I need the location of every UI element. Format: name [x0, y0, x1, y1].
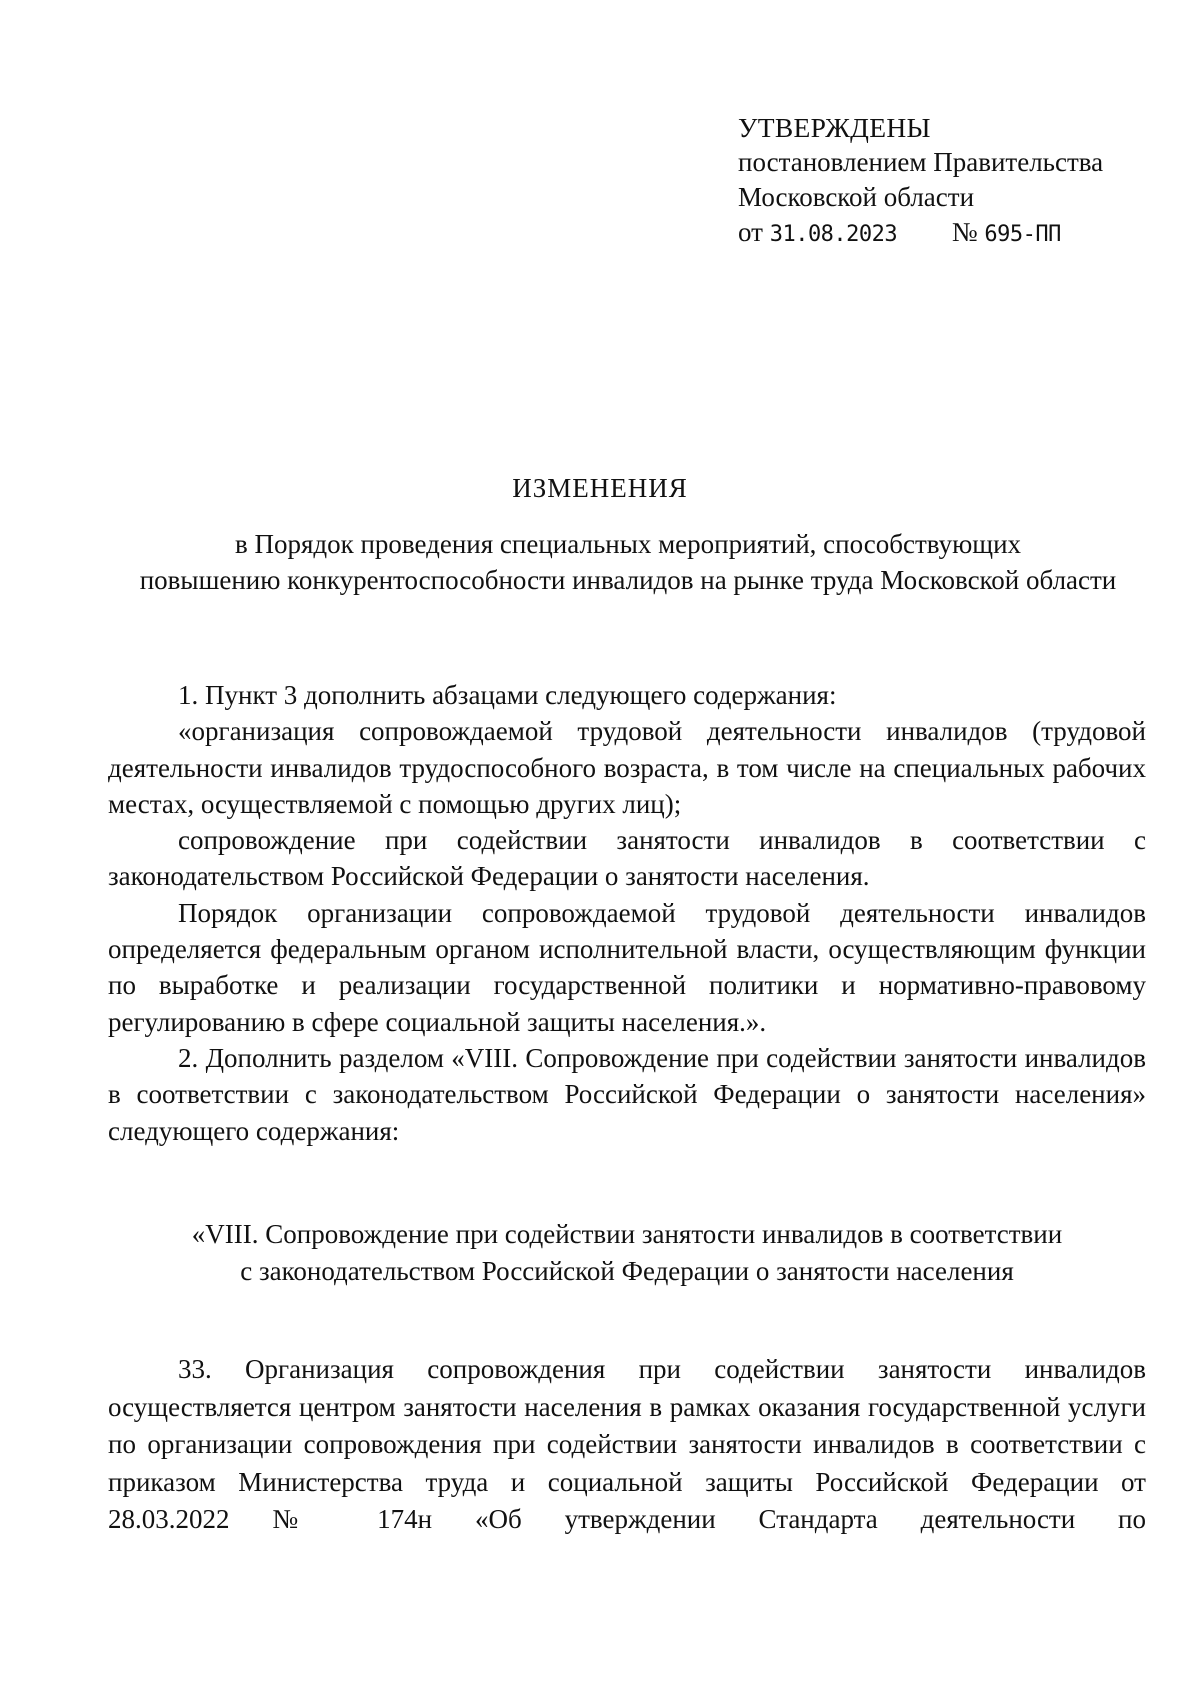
- paragraph-1: 1. Пункт 3 дополнить абзацами следующего содержания:: [178, 680, 837, 710]
- approval-date-line: [738, 215, 1178, 252]
- section-heading: [108, 1216, 1146, 1289]
- paragraph-3: сопровождение при содействии занятости инвалидов в соответствии с законодательством Российской Федерации о занятости населения.: [108, 825, 1146, 892]
- approval-line-2: Московской области: [738, 182, 975, 212]
- document-subtitle: [108, 526, 1148, 598]
- approval-line-1: постановлением Правительства: [738, 147, 1104, 177]
- document-body: [108, 677, 1146, 1149]
- approval-date: 31.08.2023: [769, 222, 898, 247]
- document-title: ИЗМЕНЕНИЯ: [512, 473, 688, 503]
- approval-number-prefix: №: [951, 217, 978, 247]
- section-heading-line-2: с законодательством Российской Федерации о занятости населения: [240, 1255, 1014, 1286]
- subtitle-line-2: повышению конкурентоспособности инвалидов на рынке труда Московской области: [139, 565, 1117, 595]
- paragraph-4: Порядок организации сопровождаемой трудовой деятельности инвалидов определяется федеральным органом исполнительной власти, осуществляющим функции по выработке и реализации государственной политики и нормативно-правовому регулированию в сфере социальной защиты населения.».: [108, 897, 1146, 1037]
- approval-heading: УТВЕРЖДЕНЫ: [738, 112, 931, 143]
- paragraph-33: 33. Организация сопровождения при содействии занятости инвалидов осуществляется центром занятости населения в рамках оказания государственной услуги по организации сопровождения при содействии занятости инвалидов в соответствии с приказом Министерства труда и социальной защиты Российской Федерации от 28.03.2022 № 174н «Об утверждении Стандарта деятельности по: [108, 1354, 1146, 1534]
- section-heading-line-1: «VIII. Сопровождение при содействии занятости инвалидов в соответствии: [191, 1219, 1063, 1249]
- approval-block: [738, 110, 1178, 252]
- approval-number: 695-ПП: [984, 222, 1061, 247]
- paragraph-2: «организация сопровождаемой трудовой деятельности инвалидов (трудовой деятельности инвалидов трудоспособного возраста, в том числе на специальных рабочих местах, осуществляемой с помощью других лиц);: [108, 716, 1146, 819]
- section-body: [108, 1351, 1146, 1539]
- approval-date-prefix: от: [738, 217, 763, 247]
- subtitle-line-1: в Порядок проведения специальных мероприятий, способствующих: [234, 529, 1022, 559]
- paragraph-5: 2. Дополнить разделом «VIII. Сопровождение при содействии занятости инвалидов в соответствии с законодательством Российской Федерации о занятости населения» следующего содержания:: [108, 1042, 1146, 1146]
